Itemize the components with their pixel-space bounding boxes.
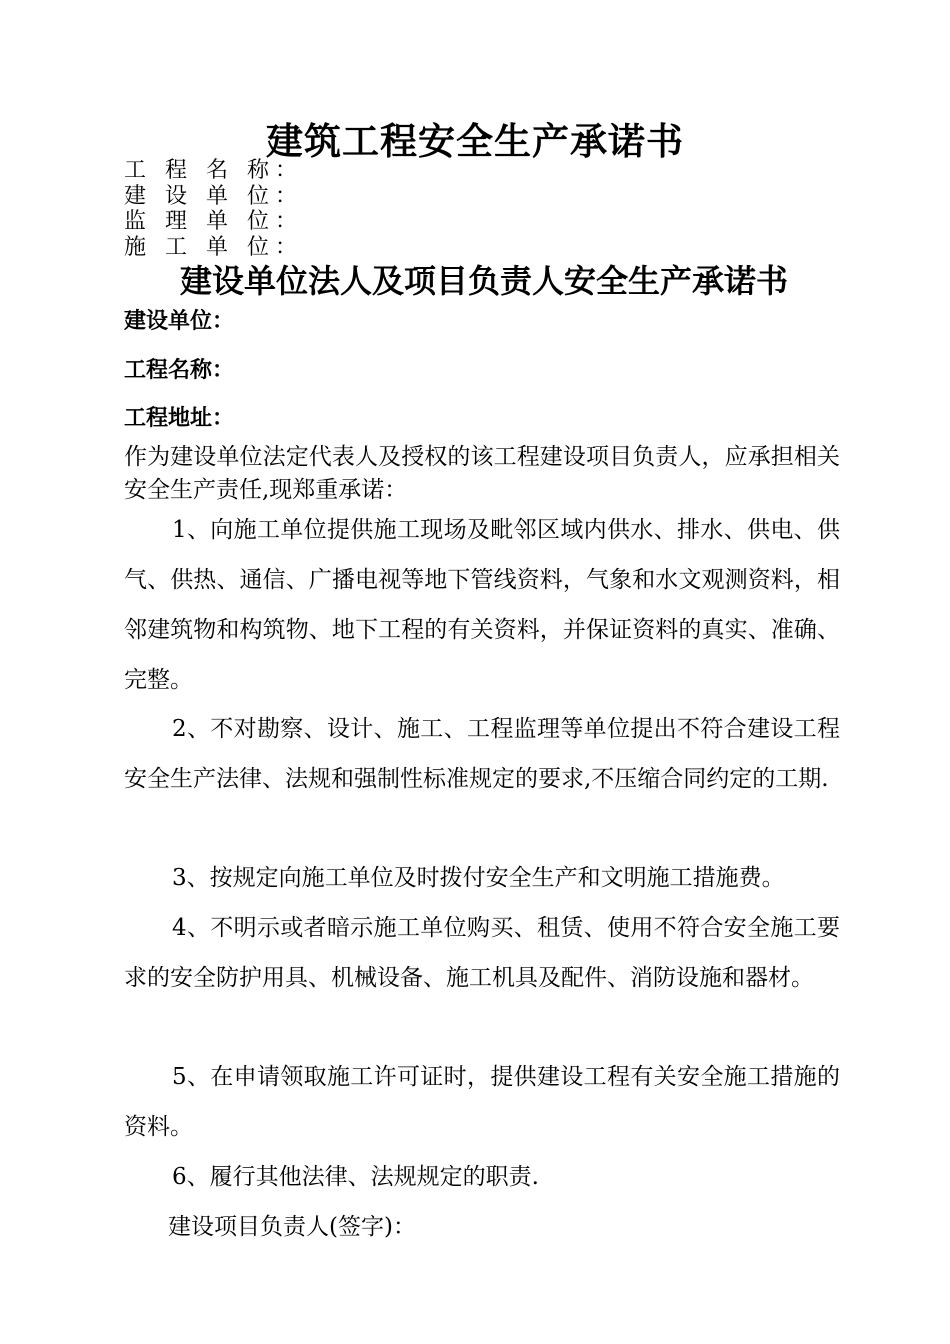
clause-2: 2、不对勘察、设计、施工、工程监理等单位提出不符合建设工程安全生产法律、法规和强制性标准规定的要求,不压缩合同约定的工期. [124, 716, 840, 792]
project-info-block [124, 158, 524, 260]
clause-3: 3、按规定向施工单位及时拨付安全生产和文明施工措施费。 [172, 865, 785, 891]
field-project-name: 工程名称： [124, 358, 235, 383]
clause-5: 5、在申请领取施工许可证时，提供建设工程有关安全施工措施的资料。 [124, 1064, 840, 1140]
intro-paragraph: 作为建设单位法定代表人及授权的该工程建设项目负责人，应承担相关安全生产责任,现郑重承诺： [124, 444, 840, 503]
signature-line: 建设项目负责人(签字)： [168, 1214, 416, 1240]
section-title: 建设单位法人及项目负责人安全生产承诺书 [179, 262, 788, 300]
info-line-contractor-unit: 施 工 单 位： [124, 234, 303, 260]
field-project-address: 工程地址： [124, 406, 235, 431]
clause-1: 1、向施工单位提供施工现场及毗邻区域内供水、排水、供电、供气、供热、通信、广播电视等地下管线资料，气象和水文观测资料，相邻建筑物和构筑物、地下工程的有关资料，并保证资料的真实、准确、完整。 [124, 517, 840, 693]
info-line-project-name: 工 程 名 称： [124, 158, 303, 183]
clause-6: 6、履行其他法律、法规规定的职责. [172, 1164, 539, 1190]
field-construction-unit: 建设单位： [124, 309, 235, 334]
clause-4: 4、不明示或者暗示施工单位购买、租赁、使用不符合安全施工要求的安全防护用具、机械设备、施工机具及配件、消防设施和器材。 [124, 915, 840, 991]
page-title: 建筑工程安全生产承诺书 [266, 120, 684, 163]
info-line-construction-unit: 建 设 单 位： [124, 183, 303, 209]
info-line-supervision-unit: 监 理 单 位： [124, 209, 303, 234]
